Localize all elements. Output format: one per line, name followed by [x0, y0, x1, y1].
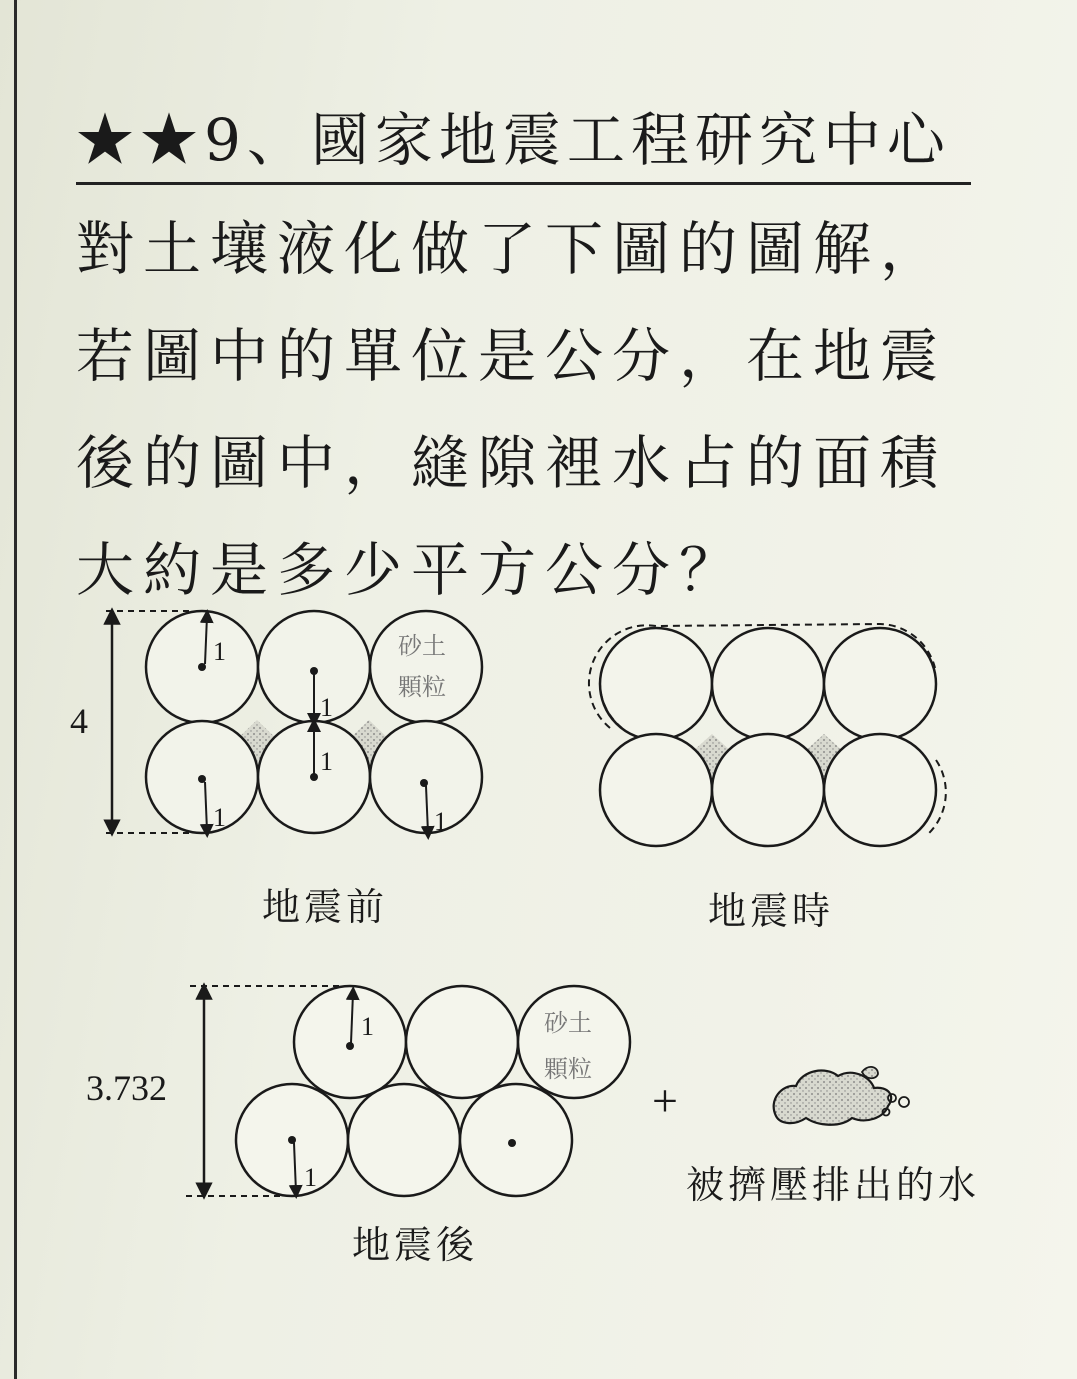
before-radius-label-5: 1: [434, 807, 447, 836]
after-particle-5: [348, 1084, 460, 1196]
after-particle-2: [406, 986, 518, 1098]
after-caption: 地震後: [352, 1223, 479, 1267]
after-particle-6: [460, 1084, 572, 1196]
after-radius-label-1: 1: [361, 1012, 374, 1041]
before-radius-label-2: 1: [320, 693, 333, 722]
after-radius-label-2: 1: [304, 1163, 317, 1192]
plus-sign: +: [652, 1075, 678, 1126]
before-particle-label-line2: 顆粒: [398, 673, 446, 701]
question-line-1: 對土壤液化做了下圖的圖解，: [76, 215, 948, 283]
before-caption: 地震前: [262, 885, 389, 929]
after-height-label: 3.732: [86, 1068, 167, 1108]
problem-title: ★★9、國家地震工程研究中心: [76, 100, 971, 185]
question-line-4: 大約是多少平方公分？: [76, 536, 747, 604]
question-line-3: 後的圖中，縫隙裡水占的面積: [76, 429, 948, 497]
during-earthquake-figure: [589, 624, 946, 846]
during-caption: 地震時: [708, 889, 835, 933]
question-line-2: 若圖中的單位是公分，在地震: [76, 322, 948, 390]
before-particle-6: [370, 721, 482, 833]
before-particle-label-line1: 砂土: [398, 632, 446, 660]
before-radius-label-3: 1: [320, 747, 333, 776]
after-particle-label-line2: 顆粒: [544, 1055, 592, 1083]
before-radius-label-4: 1: [213, 803, 226, 832]
before-radius-label-1: 1: [213, 637, 226, 666]
before-particle-3: [370, 611, 482, 723]
before-height-label: 4: [70, 701, 88, 741]
after-particle-label-line1: 砂土: [544, 1009, 592, 1037]
water-blob-icon: [774, 1067, 909, 1125]
water-caption: 被擠壓排出的水: [686, 1163, 981, 1207]
